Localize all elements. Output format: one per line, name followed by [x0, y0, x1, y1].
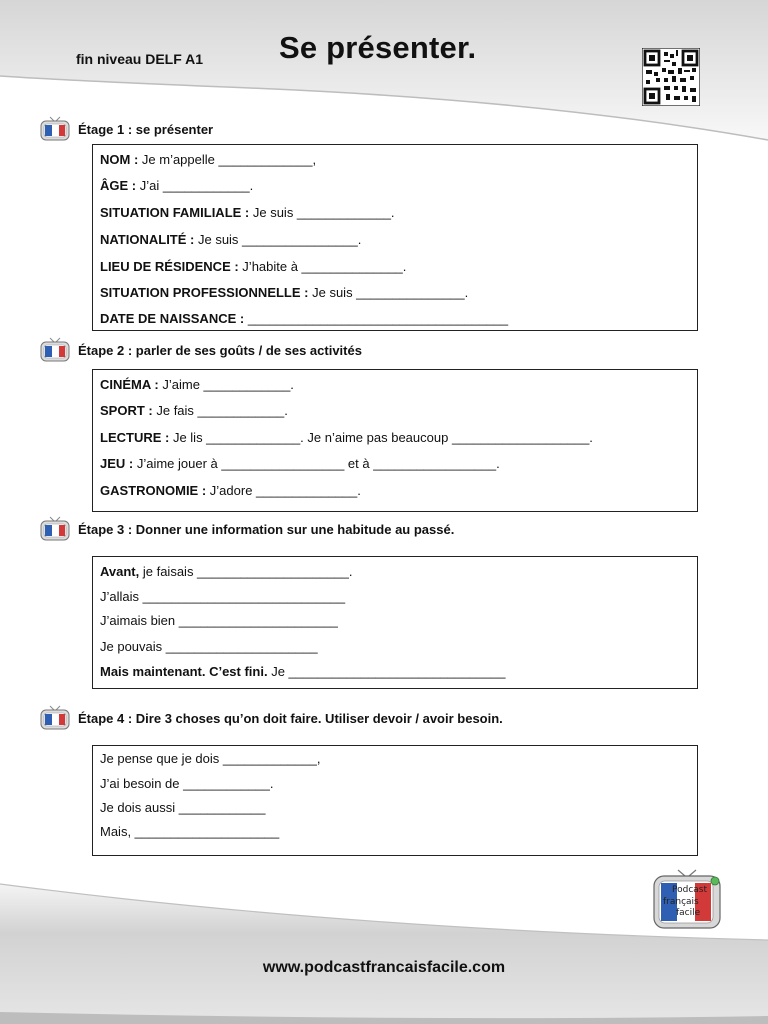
section-heading-3 — [40, 516, 454, 542]
logo-word: facile — [676, 908, 701, 918]
qr-code-icon — [642, 48, 700, 106]
section-heading-text: Étape 2 : parler de ses goûts / de ses activités — [78, 342, 362, 358]
form-line: Mais, ____________________ — [100, 824, 280, 839]
form-line: Avant, je faisais _____________________. — [100, 564, 353, 579]
section-heading-text: Étape 3 : Donner une information sur une habitude au passé. — [78, 521, 455, 537]
form-line: DATE DE NAISSANCE : ____________________________________ — [100, 311, 509, 326]
form-line: Je pouvais _____________________ — [100, 639, 318, 654]
podcast-logo — [652, 868, 724, 932]
form-line: Mais maintenant. C’est fini. Je ______________________________ — [100, 664, 506, 679]
page-title: Se présenter. — [279, 30, 477, 65]
section-box-3 — [92, 556, 698, 689]
form-line: NOM : Je m’appelle _____________, — [100, 152, 317, 167]
form-line: LIEU DE RÉSIDENCE : J’habite à ______________. — [100, 259, 407, 274]
form-line: ÂGE : J’ai ____________. — [100, 178, 254, 193]
tv-flag-icon — [40, 705, 70, 731]
level-label: fin niveau DELF A1 — [76, 51, 204, 67]
form-line: CINÉMA : J’aime ____________. — [100, 377, 294, 392]
form-line: SPORT : Je fais ____________. — [100, 403, 288, 418]
section-heading-1 — [40, 116, 213, 142]
form-line: J’allais ____________________________ — [100, 589, 346, 604]
section-heading-text: Étape 4 : Dire 3 choses qu’on doit faire. Utiliser devoir / avoir besoin. — [78, 710, 503, 726]
form-line: J’ai besoin de ____________. — [100, 776, 274, 791]
form-line: GASTRONOMIE : J’adore ______________. — [100, 483, 361, 498]
form-line: JEU : J’aime jouer à _________________ et à _________________. — [100, 456, 500, 471]
tv-flag-icon — [40, 516, 70, 542]
form-line: Je pense que je dois _____________, — [100, 751, 321, 766]
section-heading-text: Étage 1 : se présenter — [78, 121, 214, 137]
logo-word: Podcast — [672, 885, 708, 895]
form-line: J’aimais bien ______________________ — [100, 613, 338, 628]
section-heading-2 — [40, 337, 362, 363]
logo-word: français — [663, 897, 699, 907]
form-line: SITUATION PROFESSIONNELLE : Je suis _______________. — [100, 285, 469, 300]
tv-flag-icon — [40, 337, 70, 363]
form-line: SITUATION FAMILIALE : Je suis _____________. — [100, 205, 395, 220]
form-line: NATIONALITÉ : Je suis ________________. — [100, 232, 362, 247]
section-box-4 — [92, 745, 698, 856]
form-line: LECTURE : Je lis _____________. Je n’aime pas beaucoup ___________________. — [100, 430, 593, 445]
form-line: Je dois aussi ____________ — [100, 800, 266, 815]
section-heading-4 — [40, 705, 503, 731]
section-box-1 — [92, 144, 698, 331]
section-box-2 — [92, 369, 698, 512]
website-url: www.podcastfrancaisfacile.com — [262, 959, 506, 976]
tv-flag-icon — [40, 116, 70, 142]
